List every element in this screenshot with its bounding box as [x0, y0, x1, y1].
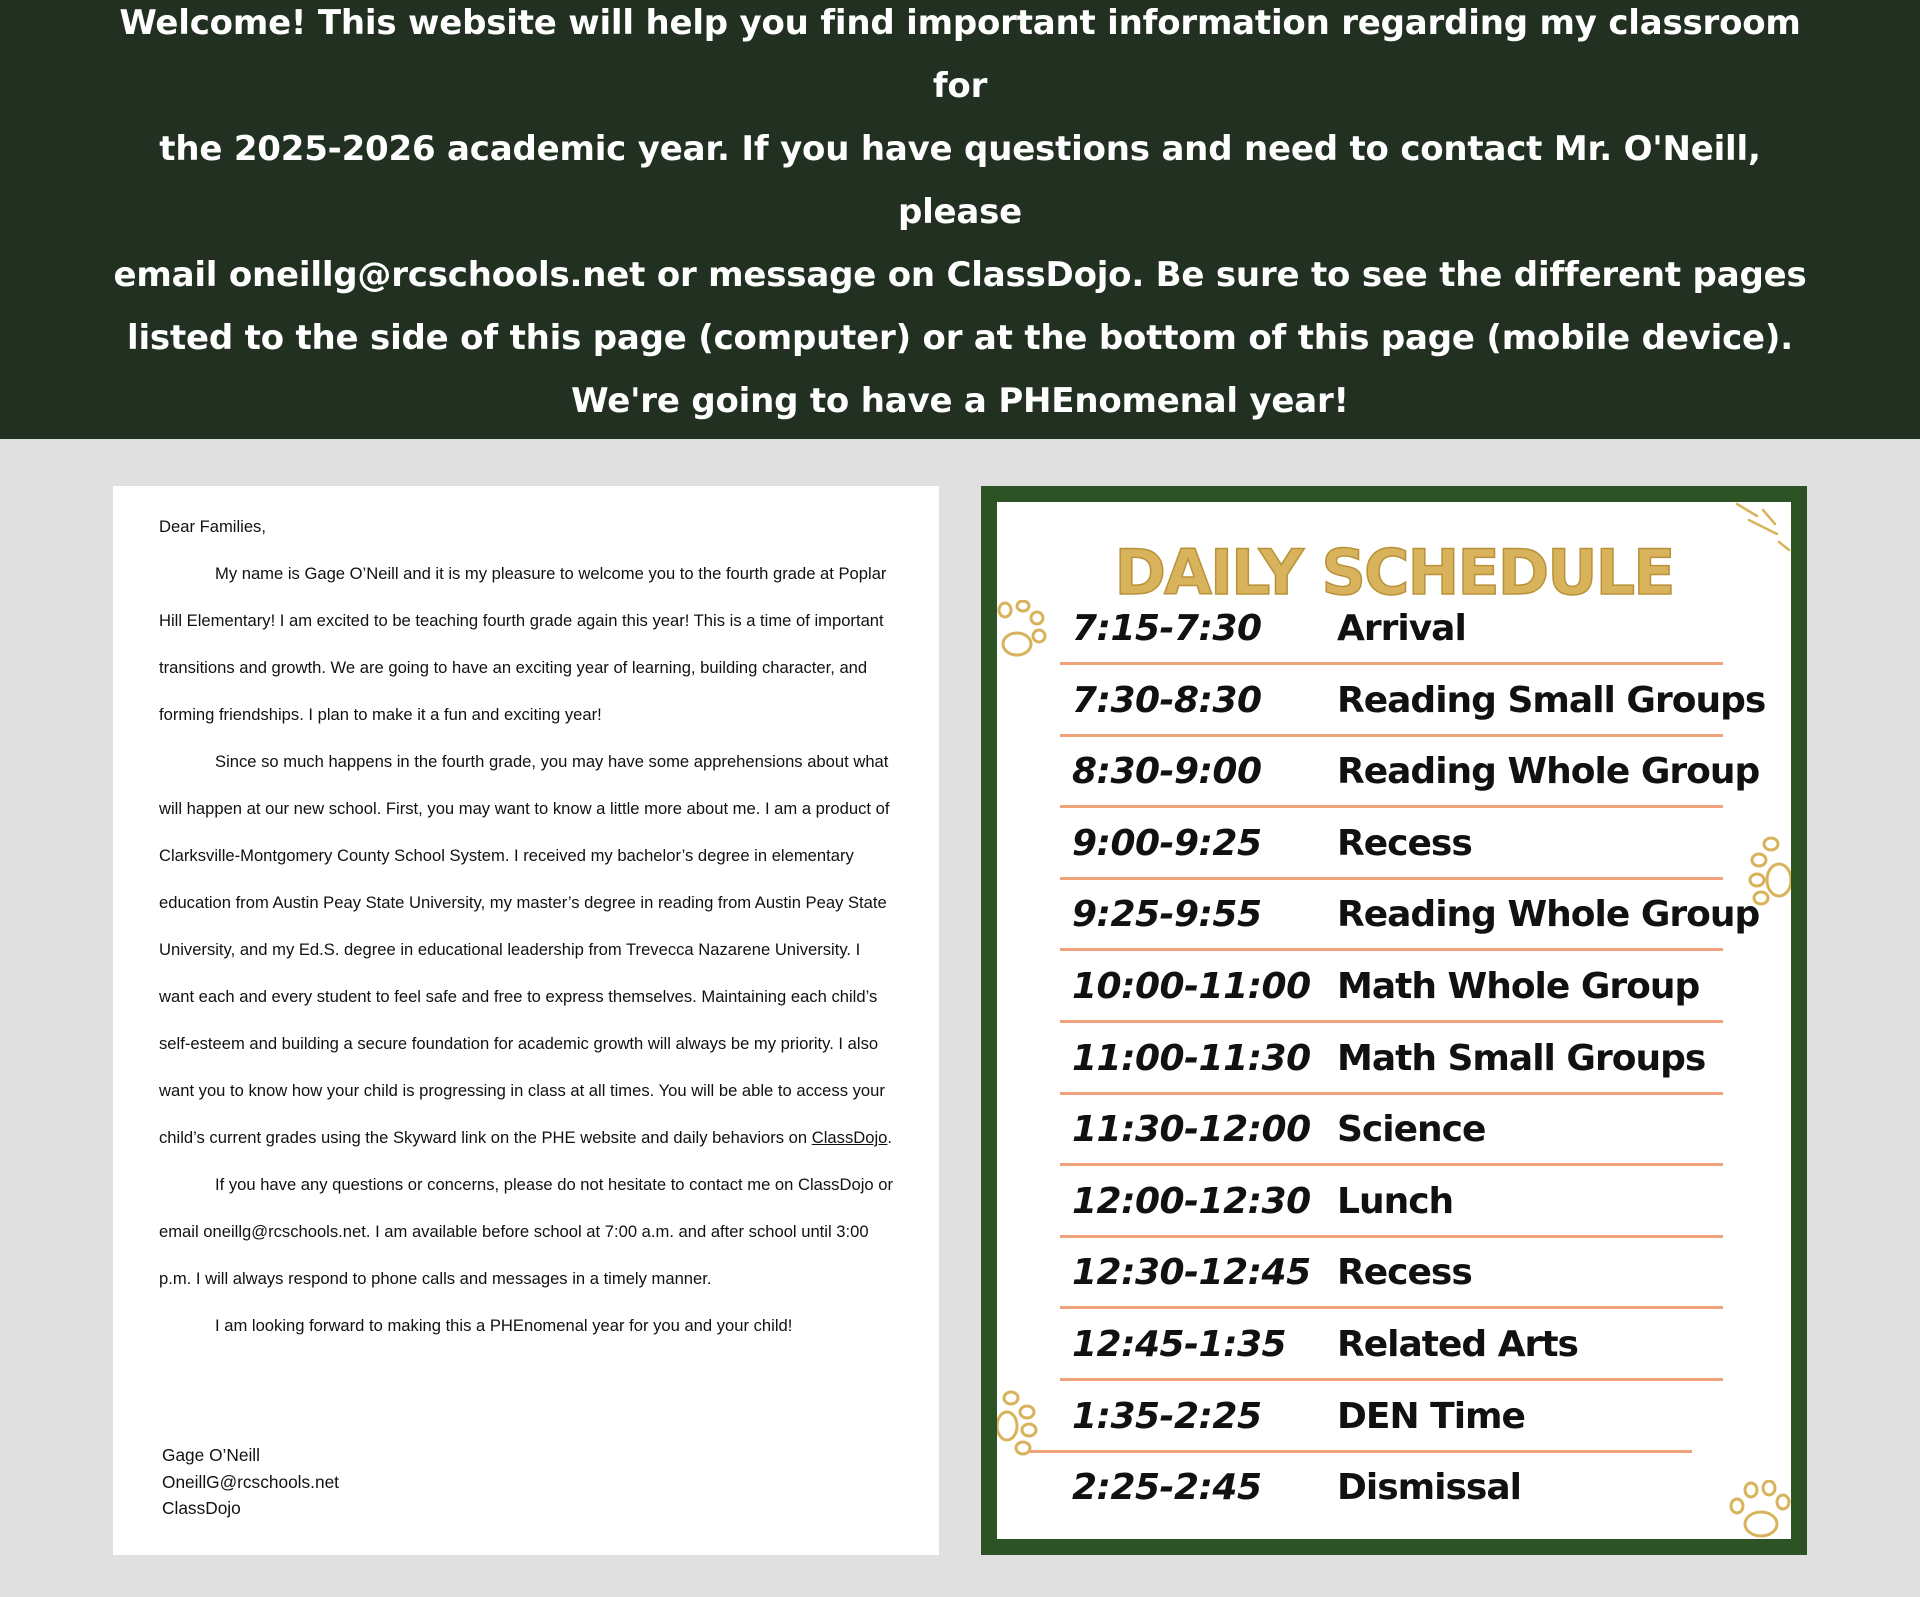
schedule-activity: Reading Whole Group	[1337, 894, 1760, 936]
schedule-divider	[1060, 1306, 1723, 1309]
schedule-divider	[1060, 662, 1723, 665]
schedule-activity: Lunch	[1337, 1180, 1454, 1222]
schedule-divider	[1060, 877, 1723, 880]
schedule-time: 2:25-2:45	[1072, 1467, 1262, 1509]
letter-text: Since so much happens in the fourth grade, you may have some apprehensions about what will happen at our new school. First, you may want to know a little more about me. I am a product of Clarksville-Montgomery County School System. I received my bachelor’s degree in elementary education from Austin Peay State University, my master’s degree in reading from Austin Peay State University, and my Ed.S. degree in educational leadership from Trevecca Nazarene University. I want each and every student to feel safe and free to express themselves. Maintaining each child’s self-esteem and building a secure foundation for academic growth will always be my priority. I also want you to know how your child is progressing in class at all times. You will be able to access your child’s current grades using the Skyward link on the PHE website and daily behaviors on	[159, 752, 890, 1147]
schedule-divider	[1060, 1378, 1723, 1381]
schedule-activity: Dismissal	[1337, 1467, 1521, 1509]
schedule-time: 9:25-9:55	[1072, 894, 1262, 936]
welcome-banner	[0, 0, 1920, 439]
daily-schedule-image	[981, 486, 1807, 1555]
signature-classdojo: ClassDojo	[162, 1498, 241, 1518]
schedule-time: 12:30-12:45	[1072, 1252, 1311, 1294]
letter-paragraph	[159, 738, 899, 1161]
welcome-letter-image	[113, 486, 939, 1555]
schedule-time: 7:30-8:30	[1072, 679, 1262, 721]
schedule-row	[997, 888, 1791, 948]
schedule-divider	[1060, 1020, 1723, 1023]
welcome-line: email oneillg@rcschools.net or message on ClassDojo. Be sure to see the different pages	[113, 255, 1807, 295]
schedule-activity: Recess	[1337, 1252, 1472, 1294]
schedule-row	[997, 817, 1791, 877]
schedule-divider	[1060, 948, 1723, 951]
signature-name: Gage O’Neill	[162, 1445, 260, 1465]
sun-rays-icon	[1727, 502, 1791, 562]
schedule-activity: Reading Whole Group	[1337, 751, 1760, 793]
schedule-divider	[1060, 805, 1723, 808]
letter-greeting: Dear Families,	[159, 517, 266, 536]
schedule-time: 12:45-1:35	[1072, 1324, 1287, 1365]
schedule-activity: Math Small Groups	[1337, 1037, 1706, 1079]
schedule-row	[997, 960, 1791, 1020]
schedule-activity: Recess	[1337, 822, 1472, 864]
schedule-time: 7:15-7:30	[1072, 608, 1262, 649]
schedule-time: 9:00-9:25	[1072, 822, 1262, 864]
schedule-time: 1:35-2:25	[1072, 1395, 1262, 1437]
schedule-time: 12:00-12:30	[1072, 1180, 1311, 1222]
schedule-row	[997, 602, 1791, 662]
schedule-row	[997, 1103, 1791, 1163]
schedule-card	[997, 502, 1791, 1539]
letter-paragraph: I am looking forward to making this a PHEnomenal year for you and your child!	[215, 1316, 793, 1335]
letter-paragraph: If you have any questions or concerns, please do not hesitate to contact me on ClassDojo or email oneillg@rcschools.net. I am available before school at 7:00 a.m. and after school until 3:00 p.m. I will always respond to phone calls and messages in a timely manner.	[159, 1175, 893, 1288]
letter-text: .	[887, 1128, 892, 1147]
schedule-activity: DEN Time	[1337, 1395, 1525, 1437]
schedule-row	[997, 1390, 1791, 1450]
welcome-line: We're going to have a PHEnomenal year!	[571, 381, 1349, 421]
welcome-line: listed to the side of this page (computer) or at the bottom of this page (mobile device).	[127, 318, 1793, 358]
classdojo-link: ClassDojo	[811, 1128, 888, 1147]
schedule-activity: Arrival	[1337, 608, 1466, 649]
schedule-time: 11:30-12:00	[1072, 1109, 1311, 1151]
schedule-row	[997, 1318, 1791, 1378]
letter-body	[159, 503, 899, 1349]
schedule-divider	[1060, 1235, 1723, 1238]
schedule-title: DAILY SCHEDULE	[1114, 536, 1674, 609]
schedule-row	[997, 674, 1791, 734]
schedule-time: 10:00-11:00	[1072, 966, 1311, 1007]
letter-signature	[162, 1442, 339, 1522]
welcome-line: the 2025-2026 academic year. If you have questions and need to contact Mr. O'Neill, please	[159, 129, 1761, 232]
schedule-divider	[1060, 1092, 1723, 1095]
letter-paragraph: My name is Gage O’Neill and it is my pleasure to welcome you to the fourth grade at Poplar Hill Elementary! I am excited to be teaching fourth grade again this year! This is a time of important transitions and growth. We are going to have an exciting year of learning, building character, and forming friendships. I plan to make it a fun and exciting year!	[159, 564, 887, 724]
schedule-time: 11:00-11:30	[1072, 1037, 1311, 1079]
schedule-activity: Related Arts	[1337, 1324, 1578, 1365]
schedule-divider	[1060, 734, 1723, 737]
schedule-time: 8:30-9:00	[1072, 751, 1262, 793]
welcome-line: Welcome! This website will help you find important information regarding my classroom for	[119, 3, 1801, 106]
schedule-row	[997, 1461, 1791, 1521]
schedule-row	[997, 1246, 1791, 1306]
schedule-row	[997, 1175, 1791, 1235]
schedule-activity: Math Whole Group	[1337, 966, 1700, 1007]
signature-email: OneillG@rcschools.net	[162, 1471, 339, 1492]
schedule-row	[997, 745, 1791, 805]
schedule-row	[997, 1032, 1791, 1092]
welcome-message	[100, 0, 1820, 433]
schedule-divider	[1060, 1163, 1723, 1166]
schedule-activity: Reading Small Groups	[1337, 679, 1766, 721]
schedule-divider	[1029, 1450, 1692, 1453]
schedule-activity: Science	[1337, 1109, 1486, 1151]
